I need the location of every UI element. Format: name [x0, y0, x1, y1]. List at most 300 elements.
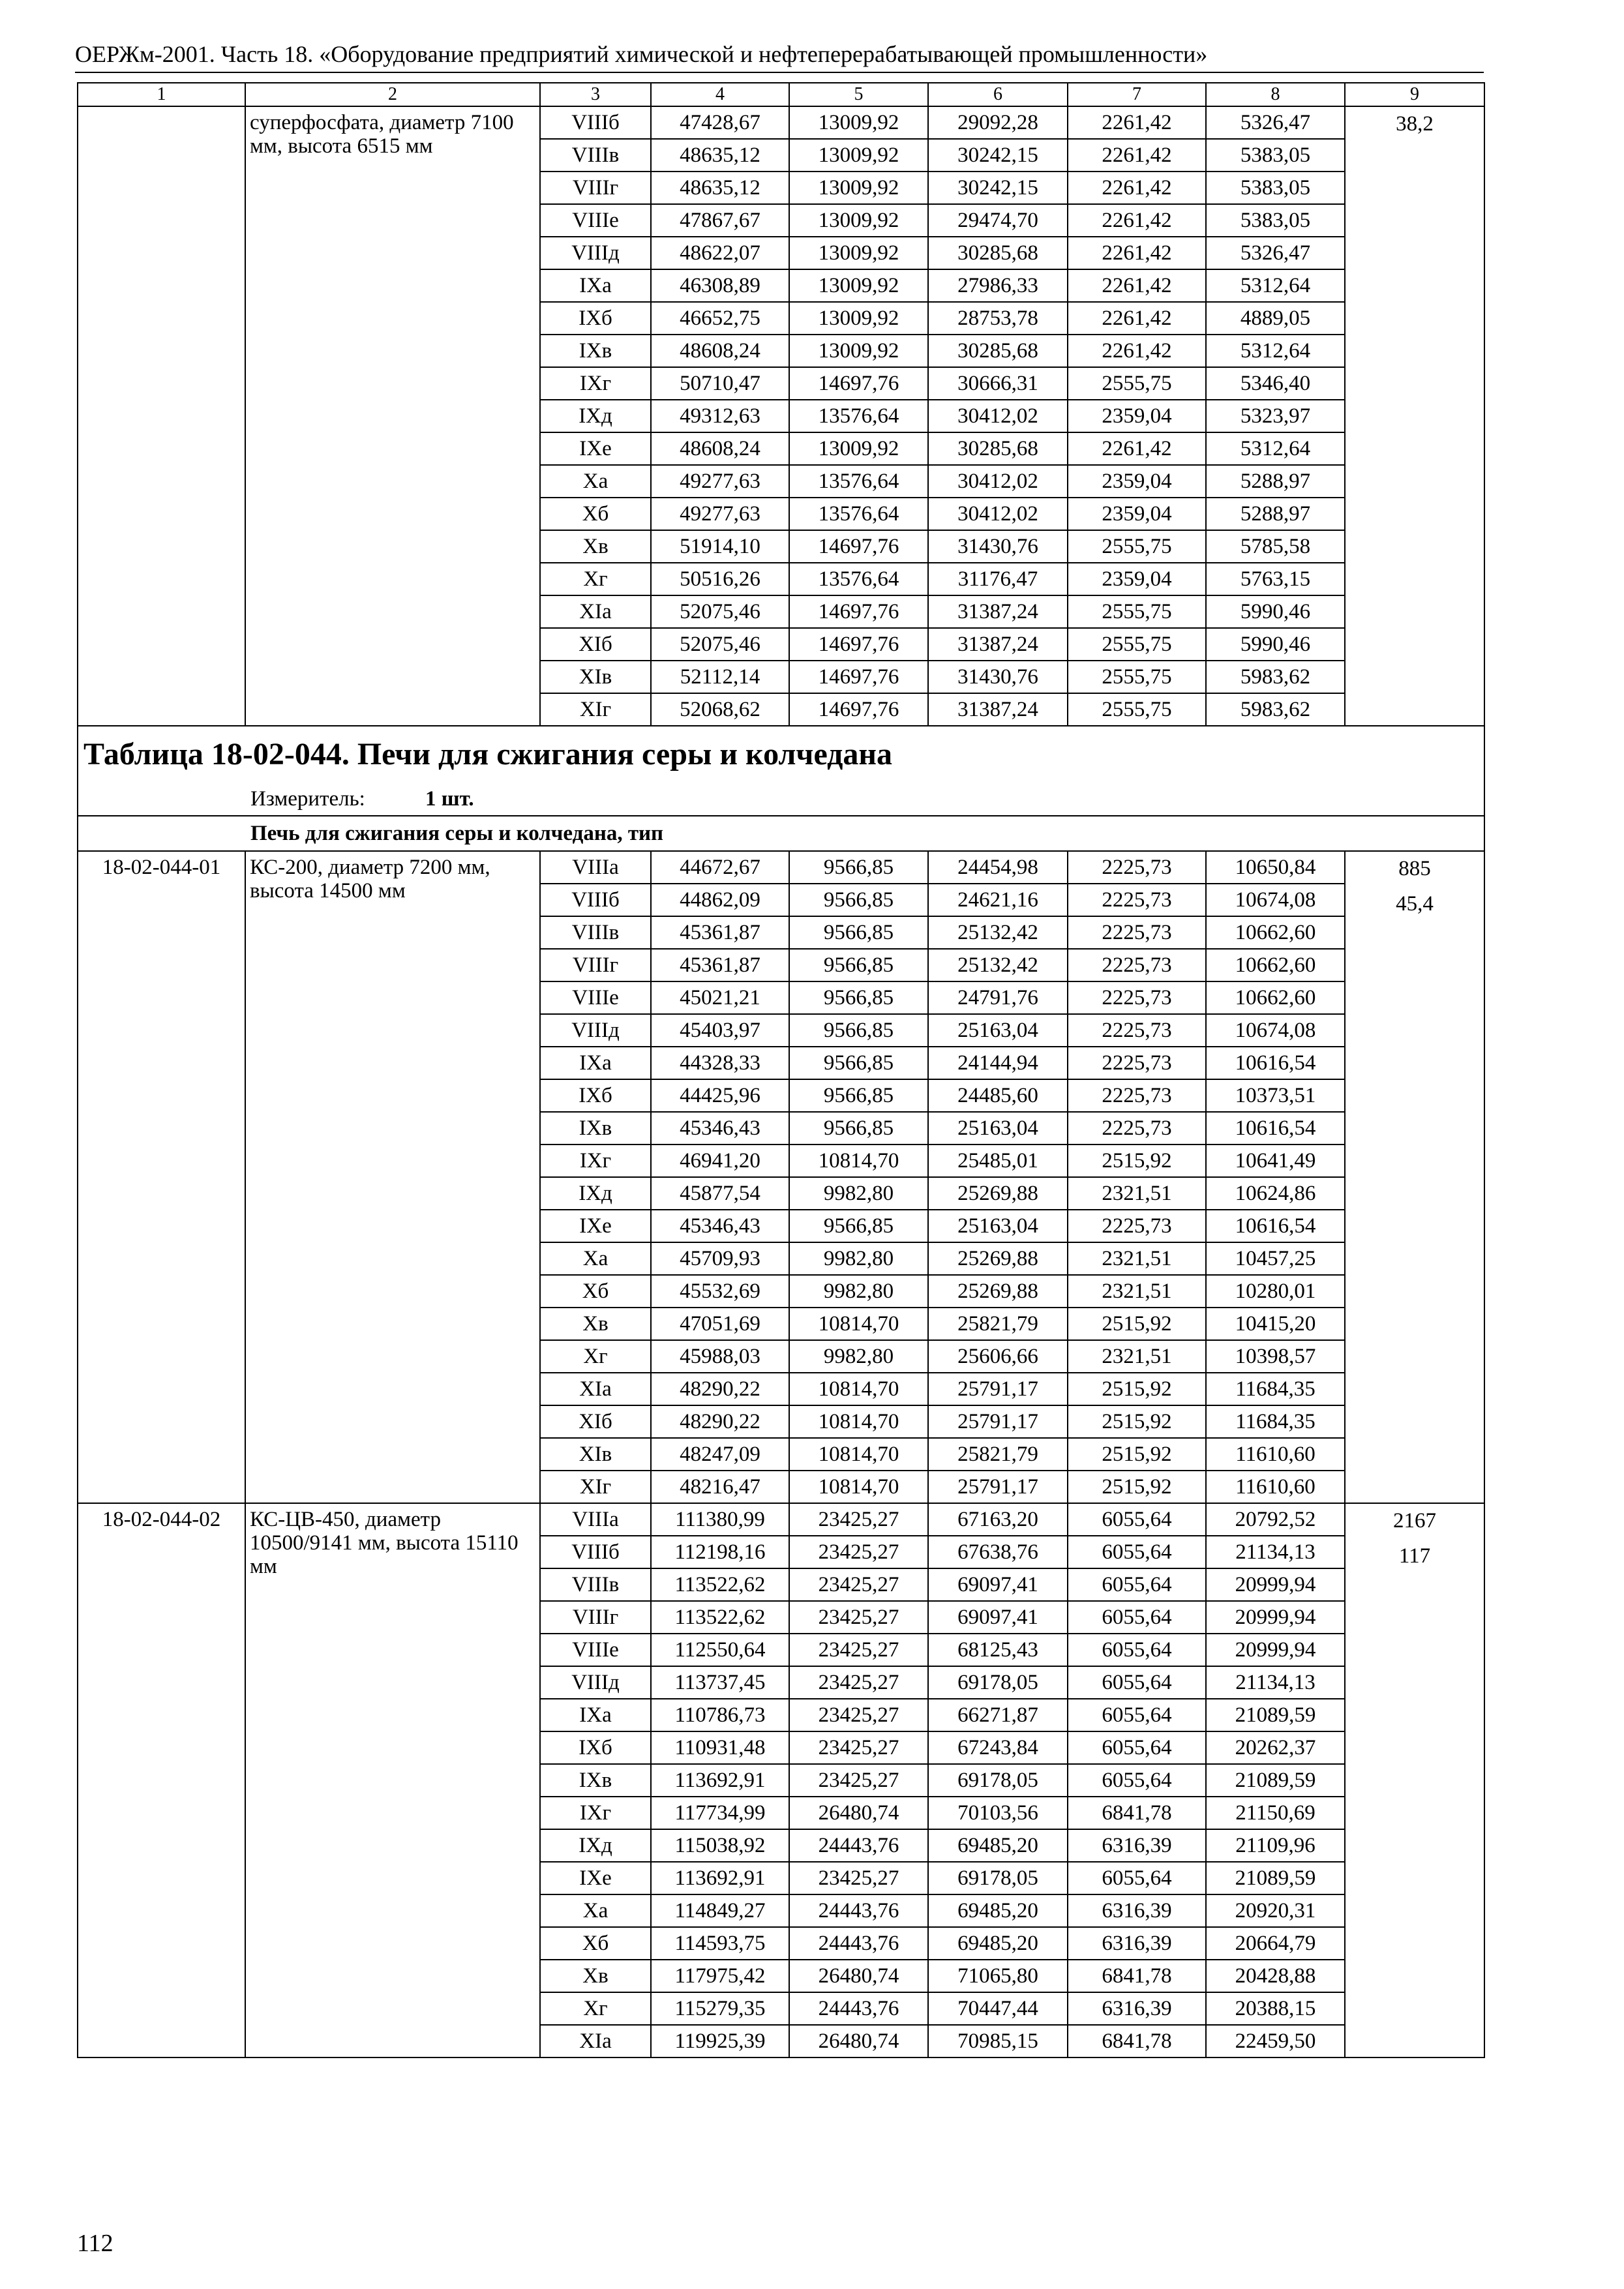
value-cell: 9566,85	[789, 884, 928, 916]
value-cell: 113692,91	[651, 1862, 789, 1894]
category-cell: Xб	[540, 498, 651, 530]
value-cell: 6316,39	[1068, 1927, 1206, 1960]
value-cell: 10616,54	[1206, 1210, 1345, 1242]
value-cell: 24454,98	[928, 851, 1068, 884]
value-cell: 23425,27	[789, 1699, 928, 1731]
value-cell: 5312,64	[1206, 269, 1345, 302]
value-cell: 2515,92	[1068, 1373, 1206, 1405]
value-cell: 25269,88	[928, 1242, 1068, 1275]
rate-code-cell: 18-02-044-02	[78, 1503, 245, 2057]
value-cell: 9982,80	[789, 1275, 928, 1308]
value-cell: 10814,70	[789, 1471, 928, 1503]
value-cell: 25606,66	[928, 1340, 1068, 1373]
category-cell: Xа	[540, 465, 651, 498]
value-cell: 30412,02	[928, 465, 1068, 498]
value-cell: 69485,20	[928, 1927, 1068, 1960]
value-cell: 52075,46	[651, 628, 789, 661]
value-cell: 114849,27	[651, 1894, 789, 1927]
column-number-row	[78, 83, 1484, 106]
value-cell: 2261,42	[1068, 335, 1206, 367]
value-cell: 5383,05	[1206, 139, 1345, 172]
value-cell: 25821,79	[928, 1438, 1068, 1471]
category-cell: VIIIе	[540, 204, 651, 237]
value-cell: 2261,42	[1068, 106, 1206, 139]
value-cell: 10616,54	[1206, 1112, 1345, 1144]
value-cell: 20388,15	[1206, 1992, 1345, 2025]
value-cell: 2225,73	[1068, 916, 1206, 949]
value-cell: 25821,79	[928, 1308, 1068, 1340]
value-cell: 25163,04	[928, 1014, 1068, 1047]
value-cell: 5312,64	[1206, 432, 1345, 465]
value-cell: 67243,84	[928, 1731, 1068, 1764]
value-cell: 45988,03	[651, 1340, 789, 1373]
value-cell: 10814,70	[789, 1308, 928, 1340]
category-cell: Xб	[540, 1927, 651, 1960]
category-cell: VIIIа	[540, 1503, 651, 1536]
value-cell: 5983,62	[1206, 693, 1345, 726]
value-cell: 30242,15	[928, 139, 1068, 172]
value-cell: 2261,42	[1068, 204, 1206, 237]
column-9-value: 885	[1398, 857, 1431, 880]
value-cell: 24443,76	[789, 1992, 928, 2025]
value-cell: 2555,75	[1068, 693, 1206, 726]
value-cell: 117734,99	[651, 1797, 789, 1829]
column-9-value: 117	[1398, 1544, 1431, 1568]
value-cell: 25163,04	[928, 1210, 1068, 1242]
category-cell: VIIIд	[540, 1014, 651, 1047]
value-cell: 13009,92	[789, 204, 928, 237]
category-cell: Xа	[540, 1894, 651, 1927]
category-cell: VIIIб	[540, 106, 651, 139]
price-table-container	[77, 82, 1484, 2058]
section-title: Печь для сжигания серы и колчедана, тип	[78, 816, 1484, 851]
category-cell: VIIIб	[540, 1536, 651, 1568]
value-cell: 9566,85	[789, 1079, 928, 1112]
value-cell: 25269,88	[928, 1275, 1068, 1308]
value-cell: 31176,47	[928, 563, 1068, 595]
category-cell: VIIIг	[540, 949, 651, 981]
value-cell: 2225,73	[1068, 1210, 1206, 1242]
value-cell: 25132,42	[928, 949, 1068, 981]
value-cell: 23425,27	[789, 1666, 928, 1699]
value-cell: 110931,48	[651, 1731, 789, 1764]
header-rule	[75, 72, 1484, 73]
value-cell: 67163,20	[928, 1503, 1068, 1536]
value-cell: 13009,92	[789, 269, 928, 302]
value-cell: 23425,27	[789, 1601, 928, 1634]
value-cell: 13009,92	[789, 139, 928, 172]
value-cell: 13009,92	[789, 335, 928, 367]
value-cell: 6841,78	[1068, 1797, 1206, 1829]
value-cell: 30412,02	[928, 498, 1068, 530]
category-cell: VIIIв	[540, 139, 651, 172]
value-cell: 69097,41	[928, 1601, 1068, 1634]
value-cell: 6055,64	[1068, 1862, 1206, 1894]
value-cell: 5346,40	[1206, 367, 1345, 400]
value-cell: 23425,27	[789, 1862, 928, 1894]
value-cell: 2359,04	[1068, 400, 1206, 432]
value-cell: 112550,64	[651, 1634, 789, 1666]
value-cell: 48247,09	[651, 1438, 789, 1471]
value-cell: 52075,46	[651, 595, 789, 628]
category-cell: Xг	[540, 1340, 651, 1373]
value-cell: 45709,93	[651, 1242, 789, 1275]
value-cell: 11684,35	[1206, 1373, 1345, 1405]
category-cell: VIIIе	[540, 1634, 651, 1666]
value-cell: 46941,20	[651, 1144, 789, 1177]
value-cell: 49277,63	[651, 498, 789, 530]
value-cell: 6055,64	[1068, 1536, 1206, 1568]
value-cell: 30285,68	[928, 432, 1068, 465]
value-cell: 48290,22	[651, 1373, 789, 1405]
value-cell: 14697,76	[789, 530, 928, 563]
value-cell: 25791,17	[928, 1373, 1068, 1405]
value-cell: 69178,05	[928, 1862, 1068, 1894]
category-cell: XIг	[540, 1471, 651, 1503]
value-cell: 6316,39	[1068, 1829, 1206, 1862]
value-cell: 6841,78	[1068, 2025, 1206, 2057]
equipment-description: КС-ЦВ-450, диаметр 10500/9141 мм, высота 15110 мм	[245, 1503, 540, 2057]
value-cell: 26480,74	[789, 1960, 928, 1992]
value-cell: 70103,56	[928, 1797, 1068, 1829]
value-cell: 69485,20	[928, 1894, 1068, 1927]
value-cell: 2515,92	[1068, 1405, 1206, 1438]
value-cell: 21134,13	[1206, 1666, 1345, 1699]
category-cell: IXд	[540, 1829, 651, 1862]
value-cell: 5763,15	[1206, 563, 1345, 595]
table-title: Таблица 18-02-044. Печи для сжигания серы и колчедана	[78, 726, 1484, 782]
value-cell: 13009,92	[789, 432, 928, 465]
value-cell: 11684,35	[1206, 1405, 1345, 1438]
value-cell: 24791,76	[928, 981, 1068, 1014]
value-cell: 46652,75	[651, 302, 789, 335]
measure-value: 1 шт.	[425, 786, 474, 811]
value-cell: 2321,51	[1068, 1275, 1206, 1308]
value-cell: 30666,31	[928, 367, 1068, 400]
table-row	[78, 1503, 1484, 1536]
value-cell: 5326,47	[1206, 237, 1345, 269]
value-cell: 2225,73	[1068, 851, 1206, 884]
value-cell: 6316,39	[1068, 1894, 1206, 1927]
value-cell: 10814,70	[789, 1438, 928, 1471]
value-cell: 44862,09	[651, 884, 789, 916]
value-cell: 24144,94	[928, 1047, 1068, 1079]
value-cell: 45361,87	[651, 916, 789, 949]
value-cell: 45346,43	[651, 1210, 789, 1242]
value-cell: 13009,92	[789, 302, 928, 335]
value-cell: 30412,02	[928, 400, 1068, 432]
value-cell: 24485,60	[928, 1079, 1068, 1112]
column-9-cell	[1345, 851, 1484, 1503]
value-cell: 48608,24	[651, 335, 789, 367]
value-cell: 23425,27	[789, 1568, 928, 1601]
table-row	[78, 106, 1484, 139]
value-cell: 5312,64	[1206, 335, 1345, 367]
category-cell: IXе	[540, 432, 651, 465]
value-cell: 9566,85	[789, 1112, 928, 1144]
equipment-description: КС-200, диаметр 7200 мм, высота 14500 мм	[245, 851, 540, 1503]
value-cell: 44425,96	[651, 1079, 789, 1112]
value-cell: 2225,73	[1068, 1112, 1206, 1144]
value-cell: 10662,60	[1206, 949, 1345, 981]
value-cell: 21109,96	[1206, 1829, 1345, 1862]
value-cell: 2555,75	[1068, 595, 1206, 628]
value-cell: 2555,75	[1068, 367, 1206, 400]
value-cell: 10662,60	[1206, 981, 1345, 1014]
category-cell: VIIIд	[540, 1666, 651, 1699]
value-cell: 50710,47	[651, 367, 789, 400]
category-cell: IXд	[540, 1177, 651, 1210]
value-cell: 29092,28	[928, 106, 1068, 139]
value-cell: 9566,85	[789, 949, 928, 981]
value-cell: 113522,62	[651, 1601, 789, 1634]
section-row	[78, 816, 1484, 851]
category-cell: IXб	[540, 302, 651, 335]
category-cell: IXд	[540, 400, 651, 432]
value-cell: 2555,75	[1068, 628, 1206, 661]
category-cell: IXв	[540, 335, 651, 367]
value-cell: 23425,27	[789, 1764, 928, 1797]
value-cell: 11610,60	[1206, 1471, 1345, 1503]
category-cell: IXа	[540, 1699, 651, 1731]
value-cell: 25791,17	[928, 1471, 1068, 1503]
value-cell: 2261,42	[1068, 172, 1206, 204]
value-cell: 10280,01	[1206, 1275, 1345, 1308]
category-cell: VIIIе	[540, 981, 651, 1014]
value-cell: 14697,76	[789, 693, 928, 726]
value-cell: 26480,74	[789, 1797, 928, 1829]
value-cell: 2515,92	[1068, 1438, 1206, 1471]
category-cell: XIа	[540, 595, 651, 628]
value-cell: 2225,73	[1068, 949, 1206, 981]
value-cell: 11610,60	[1206, 1438, 1345, 1471]
category-cell: VIIIб	[540, 884, 651, 916]
value-cell: 5323,97	[1206, 400, 1345, 432]
value-cell: 50516,26	[651, 563, 789, 595]
value-cell: 14697,76	[789, 628, 928, 661]
category-cell: IXа	[540, 269, 651, 302]
value-cell: 13576,64	[789, 563, 928, 595]
column-number: 5	[789, 83, 928, 106]
value-cell: 52112,14	[651, 661, 789, 693]
value-cell: 14697,76	[789, 595, 928, 628]
column-9-value: 45,4	[1396, 892, 1434, 916]
value-cell: 9566,85	[789, 851, 928, 884]
value-cell: 9982,80	[789, 1242, 928, 1275]
value-cell: 113692,91	[651, 1764, 789, 1797]
value-cell: 6841,78	[1068, 1960, 1206, 1992]
category-cell: VIIIв	[540, 916, 651, 949]
category-cell: VIIIд	[540, 237, 651, 269]
value-cell: 10674,08	[1206, 884, 1345, 916]
value-cell: 31430,76	[928, 661, 1068, 693]
value-cell: 49277,63	[651, 465, 789, 498]
value-cell: 21089,59	[1206, 1764, 1345, 1797]
value-cell: 113522,62	[651, 1568, 789, 1601]
value-cell: 13576,64	[789, 465, 928, 498]
value-cell: 2225,73	[1068, 884, 1206, 916]
value-cell: 30285,68	[928, 335, 1068, 367]
measure-cell	[78, 782, 1484, 816]
value-cell: 110786,73	[651, 1699, 789, 1731]
category-cell: Xг	[540, 1992, 651, 2025]
value-cell: 13576,64	[789, 400, 928, 432]
value-cell: 6055,64	[1068, 1666, 1206, 1699]
value-cell: 2225,73	[1068, 1014, 1206, 1047]
value-cell: 2261,42	[1068, 269, 1206, 302]
value-cell: 45877,54	[651, 1177, 789, 1210]
column-number: 6	[928, 83, 1068, 106]
value-cell: 69178,05	[928, 1764, 1068, 1797]
value-cell: 13009,92	[789, 172, 928, 204]
value-cell: 70447,44	[928, 1992, 1068, 2025]
value-cell: 10650,84	[1206, 851, 1345, 884]
category-cell: XIб	[540, 1405, 651, 1438]
category-cell: XIа	[540, 1373, 651, 1405]
category-cell: IXв	[540, 1764, 651, 1797]
rate-code-cell: 18-02-044-01	[78, 851, 245, 1503]
value-cell: 2225,73	[1068, 1079, 1206, 1112]
value-cell: 29474,70	[928, 204, 1068, 237]
value-cell: 69178,05	[928, 1666, 1068, 1699]
value-cell: 27986,33	[928, 269, 1068, 302]
column-9-cell	[1345, 106, 1484, 726]
category-cell: IXб	[540, 1079, 651, 1112]
value-cell: 6055,64	[1068, 1731, 1206, 1764]
value-cell: 52068,62	[651, 693, 789, 726]
table-row	[78, 851, 1484, 884]
value-cell: 2555,75	[1068, 530, 1206, 563]
value-cell: 2359,04	[1068, 498, 1206, 530]
column-number: 3	[540, 83, 651, 106]
value-cell: 44328,33	[651, 1047, 789, 1079]
value-cell: 45532,69	[651, 1275, 789, 1308]
value-cell: 20262,37	[1206, 1731, 1345, 1764]
value-cell: 2261,42	[1068, 432, 1206, 465]
category-cell: IXе	[540, 1210, 651, 1242]
value-cell: 14697,76	[789, 661, 928, 693]
value-cell: 24443,76	[789, 1829, 928, 1862]
value-cell: 45346,43	[651, 1112, 789, 1144]
category-cell: Xа	[540, 1242, 651, 1275]
value-cell: 115038,92	[651, 1829, 789, 1862]
value-cell: 25791,17	[928, 1405, 1068, 1438]
value-cell: 2225,73	[1068, 981, 1206, 1014]
column-number: 4	[651, 83, 789, 106]
value-cell: 31387,24	[928, 693, 1068, 726]
value-cell: 49312,63	[651, 400, 789, 432]
value-cell: 45361,87	[651, 949, 789, 981]
value-cell: 5990,46	[1206, 595, 1345, 628]
value-cell: 2515,92	[1068, 1144, 1206, 1177]
value-cell: 115279,35	[651, 1992, 789, 2025]
value-cell: 48635,12	[651, 139, 789, 172]
column-number: 7	[1068, 83, 1206, 106]
value-cell: 10662,60	[1206, 916, 1345, 949]
value-cell: 48290,22	[651, 1405, 789, 1438]
value-cell: 2261,42	[1068, 302, 1206, 335]
value-cell: 20792,52	[1206, 1503, 1345, 1536]
column-number: 1	[78, 83, 245, 106]
value-cell: 25163,04	[928, 1112, 1068, 1144]
value-cell: 25485,01	[928, 1144, 1068, 1177]
category-cell: Xв	[540, 530, 651, 563]
value-cell: 5990,46	[1206, 628, 1345, 661]
value-cell: 51914,10	[651, 530, 789, 563]
value-cell: 10814,70	[789, 1373, 928, 1405]
value-cell: 10674,08	[1206, 1014, 1345, 1047]
value-cell: 23425,27	[789, 1536, 928, 1568]
value-cell: 2515,92	[1068, 1471, 1206, 1503]
value-cell: 9566,85	[789, 1210, 928, 1242]
price-table-body	[78, 83, 1484, 2057]
value-cell: 111380,99	[651, 1503, 789, 1536]
value-cell: 46308,89	[651, 269, 789, 302]
value-cell: 10457,25	[1206, 1242, 1345, 1275]
value-cell: 10814,70	[789, 1144, 928, 1177]
value-cell: 119925,39	[651, 2025, 789, 2057]
value-cell: 48622,07	[651, 237, 789, 269]
value-cell: 45403,97	[651, 1014, 789, 1047]
value-cell: 47051,69	[651, 1308, 789, 1340]
value-cell: 2261,42	[1068, 237, 1206, 269]
value-cell: 13009,92	[789, 237, 928, 269]
category-cell: XIв	[540, 661, 651, 693]
equipment-description: суперфосфата, диаметр 7100 мм, высота 6515 мм	[245, 106, 540, 726]
column-number: 9	[1345, 83, 1484, 106]
value-cell: 2321,51	[1068, 1177, 1206, 1210]
value-cell: 10814,70	[789, 1405, 928, 1438]
value-cell: 20428,88	[1206, 1960, 1345, 1992]
column-number: 8	[1206, 83, 1345, 106]
value-cell: 5785,58	[1206, 530, 1345, 563]
category-cell: XIв	[540, 1438, 651, 1471]
value-cell: 10398,57	[1206, 1340, 1345, 1373]
value-cell: 14697,76	[789, 367, 928, 400]
value-cell: 20999,94	[1206, 1568, 1345, 1601]
value-cell: 113737,45	[651, 1666, 789, 1699]
value-cell: 2359,04	[1068, 465, 1206, 498]
value-cell: 9566,85	[789, 916, 928, 949]
value-cell: 24621,16	[928, 884, 1068, 916]
value-cell: 9566,85	[789, 981, 928, 1014]
value-cell: 69485,20	[928, 1829, 1068, 1862]
value-cell: 6055,64	[1068, 1568, 1206, 1601]
value-cell: 48216,47	[651, 1471, 789, 1503]
value-cell: 2225,73	[1068, 1047, 1206, 1079]
value-cell: 21089,59	[1206, 1699, 1345, 1731]
value-cell: 26480,74	[789, 2025, 928, 2057]
category-cell: IXг	[540, 1144, 651, 1177]
value-cell: 10641,49	[1206, 1144, 1345, 1177]
value-cell: 31430,76	[928, 530, 1068, 563]
category-cell: XIа	[540, 2025, 651, 2057]
value-cell: 66271,87	[928, 1699, 1068, 1731]
column-9-cell	[1345, 1503, 1484, 2057]
value-cell: 6055,64	[1068, 1634, 1206, 1666]
measure-row	[78, 782, 1484, 816]
value-cell: 6055,64	[1068, 1601, 1206, 1634]
category-cell: IXа	[540, 1047, 651, 1079]
value-cell: 70985,15	[928, 2025, 1068, 2057]
value-cell: 44672,67	[651, 851, 789, 884]
value-cell: 48635,12	[651, 172, 789, 204]
value-cell: 6316,39	[1068, 1992, 1206, 2025]
value-cell: 10415,20	[1206, 1308, 1345, 1340]
value-cell: 9566,85	[789, 1014, 928, 1047]
category-cell: Xв	[540, 1308, 651, 1340]
value-cell: 47867,67	[651, 204, 789, 237]
